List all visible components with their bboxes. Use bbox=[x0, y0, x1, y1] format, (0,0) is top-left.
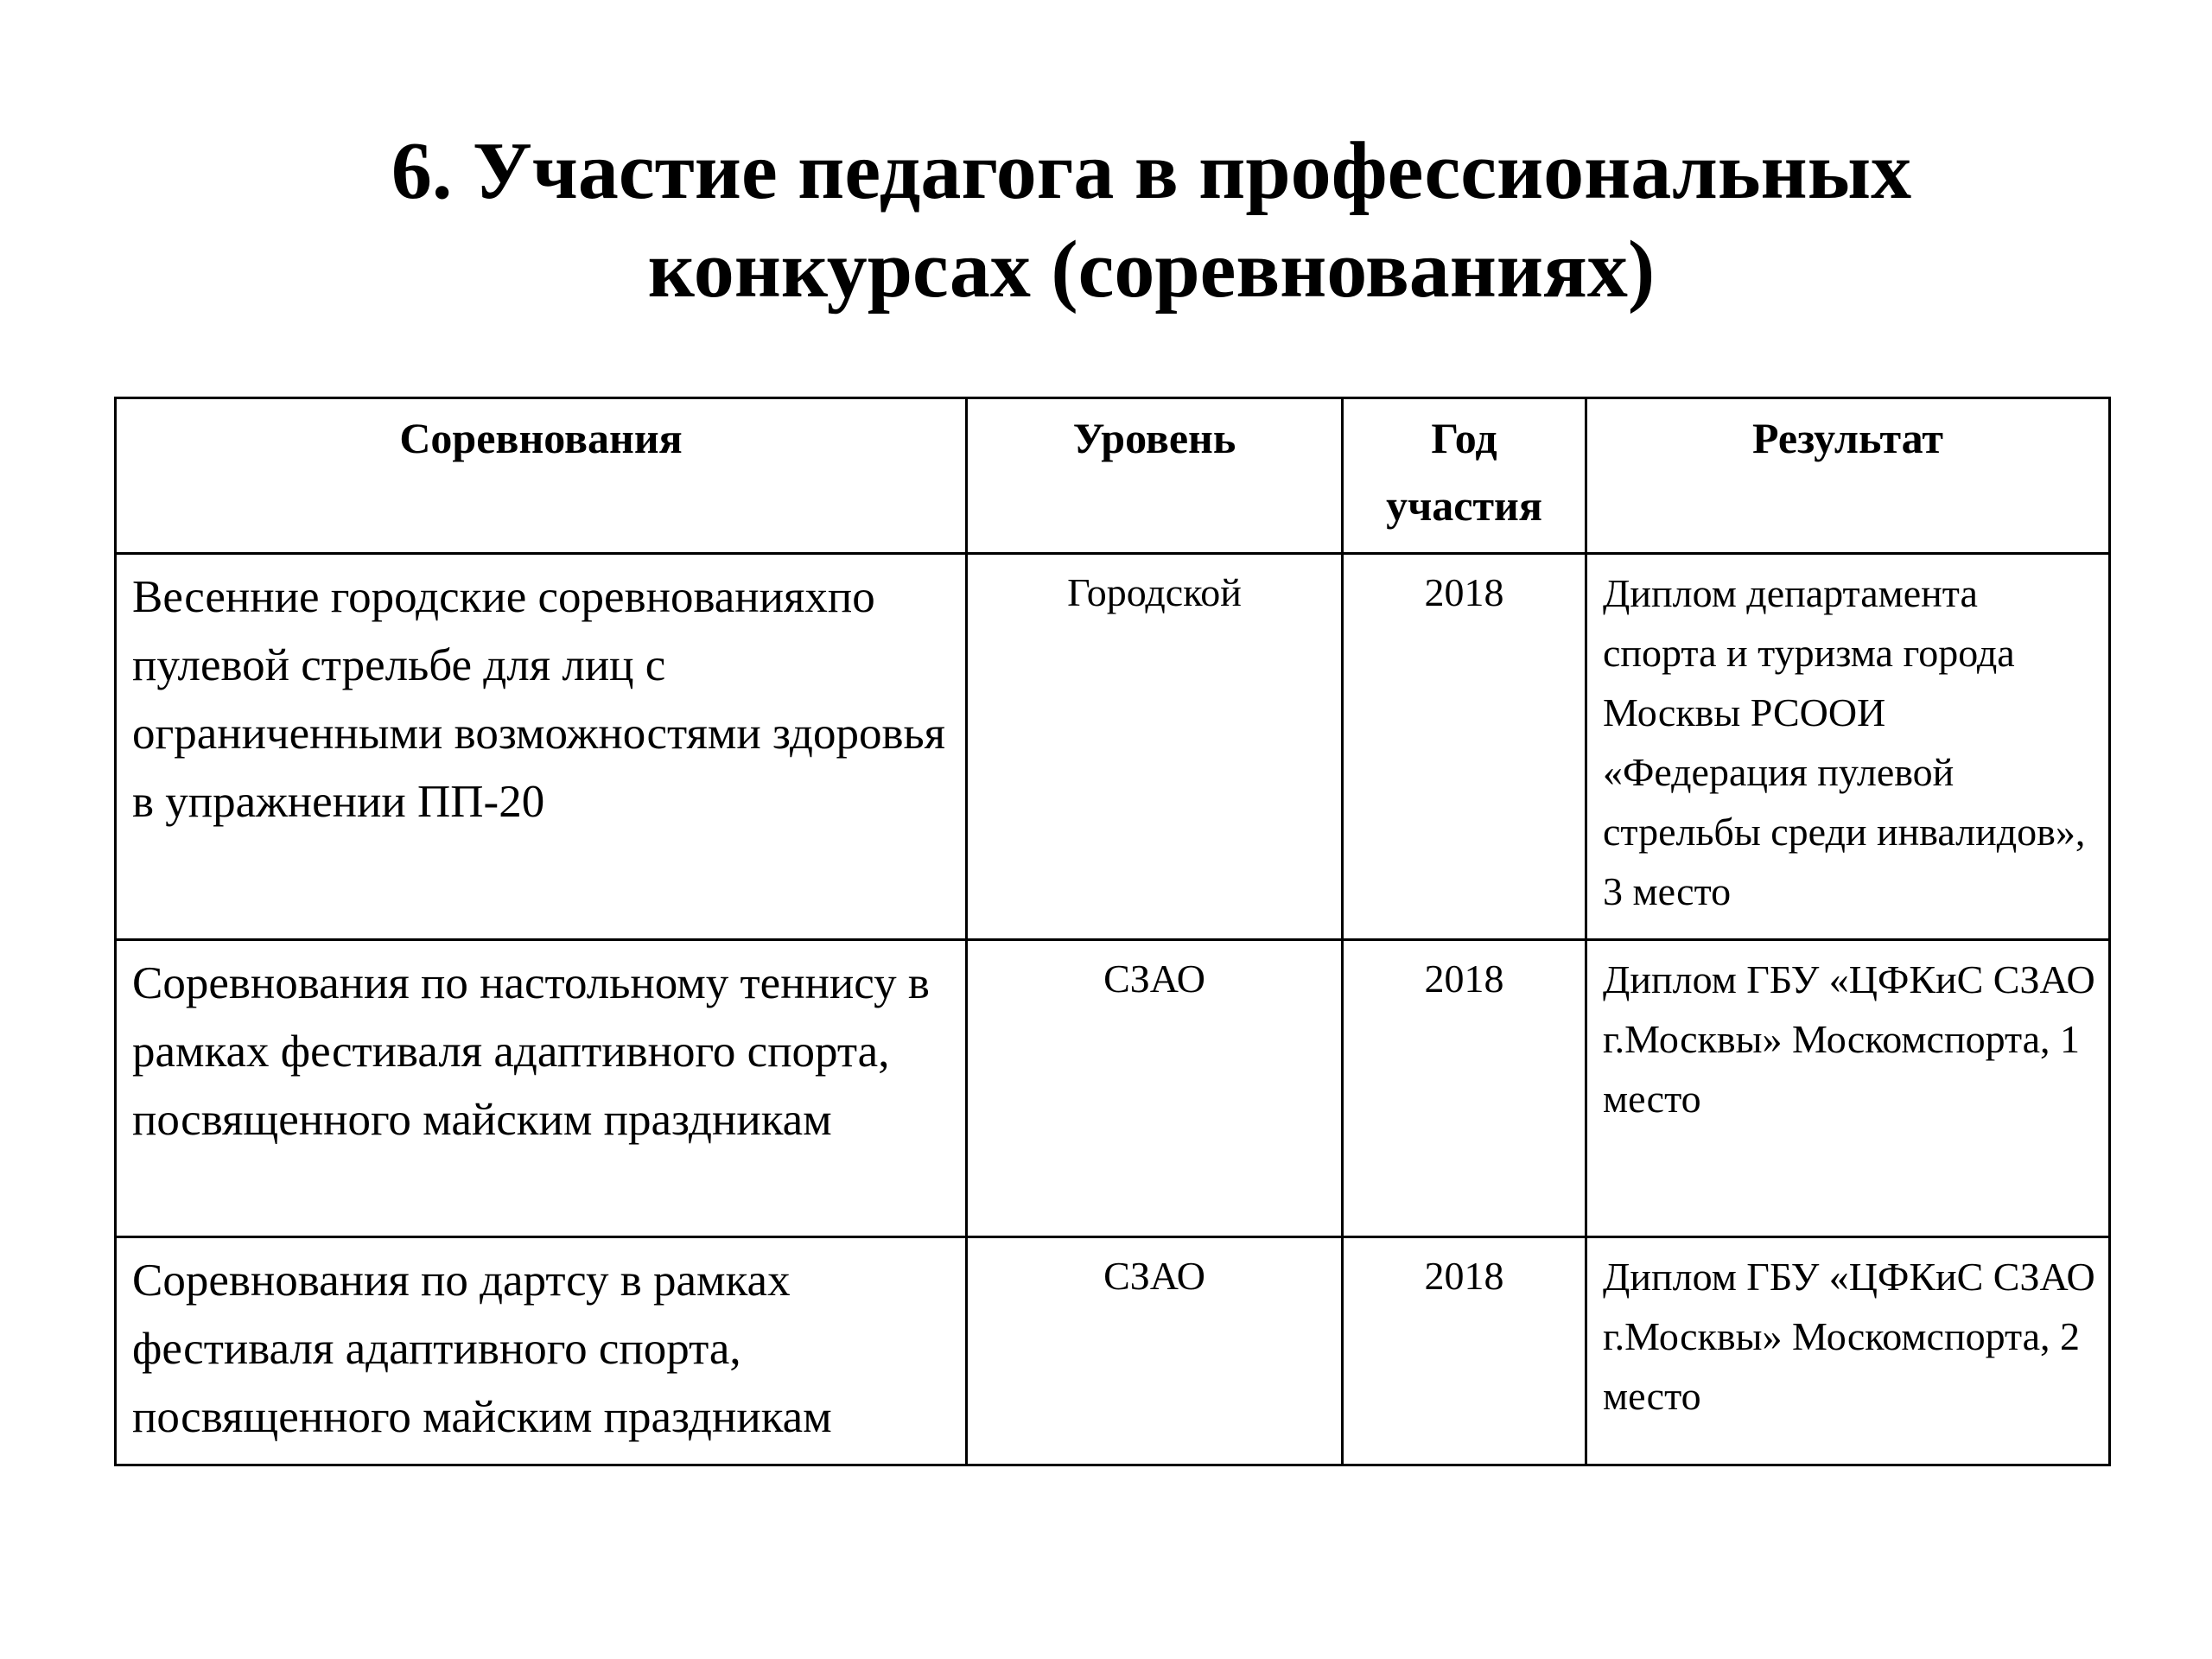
slide-title-line-1: 6. Участие педагога в профессиональных bbox=[391, 125, 1912, 216]
competitions-table bbox=[114, 397, 2111, 1466]
header-year: Год участия bbox=[1343, 398, 1586, 554]
cell-year: 2018 bbox=[1343, 1237, 1586, 1465]
header-competition: Соревнования bbox=[116, 398, 967, 554]
cell-result: Диплом департамента спорта и туризма города Москвы РСООИ «Федерация пулевой стрельбы среди инвалидов», 3 место bbox=[1586, 554, 2110, 940]
cell-level: СЗАО bbox=[967, 940, 1343, 1237]
cell-competition: Соревнования по настольному теннису в рамках фестиваля адаптивного спорта, посвященного майским праздникам bbox=[116, 940, 967, 1237]
table-row bbox=[116, 554, 2110, 940]
table-row bbox=[116, 940, 2110, 1237]
header-level: Уровень bbox=[967, 398, 1343, 554]
cell-year: 2018 bbox=[1343, 554, 1586, 940]
table-row bbox=[116, 1237, 2110, 1465]
cell-competition: Весенние городские соревнованияхпо пулевой стрельбе для лиц с ограниченными возможностями здоровья в упражнении ПП-20 bbox=[116, 554, 967, 940]
cell-year: 2018 bbox=[1343, 940, 1586, 1237]
table-header-row bbox=[116, 398, 2110, 554]
cell-result: Диплом ГБУ «ЦФКиС СЗАО г.Москвы» Москомспорта, 1 место bbox=[1586, 940, 2110, 1237]
cell-competition: Соревнования по дартсу в рамках фестиваля адаптивного спорта, посвященного майским праздникам bbox=[116, 1237, 967, 1465]
header-result: Результат bbox=[1586, 398, 2110, 554]
slide-title bbox=[0, 122, 2212, 319]
cell-level: СЗАО bbox=[967, 1237, 1343, 1465]
cell-result: Диплом ГБУ «ЦФКиС СЗАО г.Москвы» Москомспорта, 2 место bbox=[1586, 1237, 2110, 1465]
slide-title-line-2: конкурсах (соревнованиях) bbox=[647, 224, 1656, 315]
cell-level: Городской bbox=[967, 554, 1343, 940]
